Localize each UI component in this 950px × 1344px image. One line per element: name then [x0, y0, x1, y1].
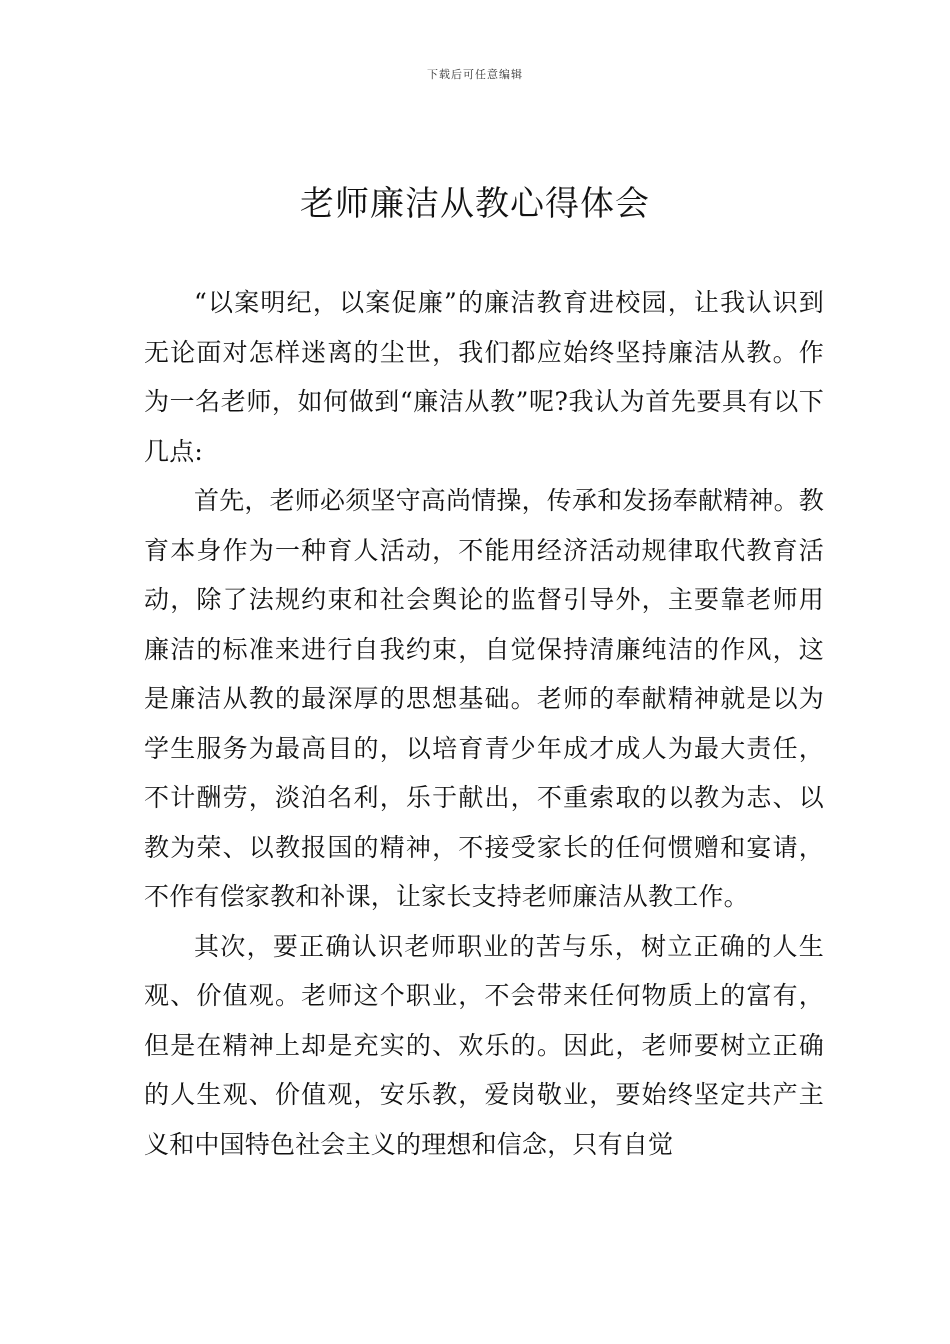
- paragraph-1: “以案明纪，以案促廉”的廉洁教育进校园，让我认识到无论面对怎样迷离的尘世，我们都应始终坚持廉洁从教。作为一名老师，如何做到“廉洁从教”呢?我认为首先要具有以下几点:: [144, 288, 824, 466]
- document-body: [144, 278, 824, 1169]
- paragraph-3: 其次，要正确认识老师职业的苦与乐，树立正确的人生观、价值观。老师这个职业，不会带来任何物质上的富有，但是在精神上却是充实的、欢乐的。因此，老师要树立正确的人生观、价值观，安乐教，爱岗敬业，要始终坚定共产主义和中国特色社会主义的理想和信念，只有自觉: [144, 931, 824, 1159]
- paragraph-2: 首先，老师必须坚守高尚情操，传承和发扬奉献精神。教育本身作为一种育人活动，不能用经济活动规律取代教育活动，除了法规约束和社会舆论的监督引导外，主要靠老师用廉洁的标准来进行自我约束，自觉保持清廉纯洁的作风，这是廉洁从教的最深厚的思想基础。老师的奉献精神就是以为学生服务为最高目的，以培育青少年成才成人为最大责任，不计酬劳，淡泊名利，乐于献出，不重索取的以教为志、以教为荣、以教报国的精神，不接受家长的任何惯赠和宴请，不作有偿家教和补课，让家长支持老师廉洁从教工作。: [144, 486, 825, 911]
- document-title: 老师廉洁从教心得体会: [300, 184, 650, 224]
- header-note: 下载后可任意编辑: [427, 68, 523, 81]
